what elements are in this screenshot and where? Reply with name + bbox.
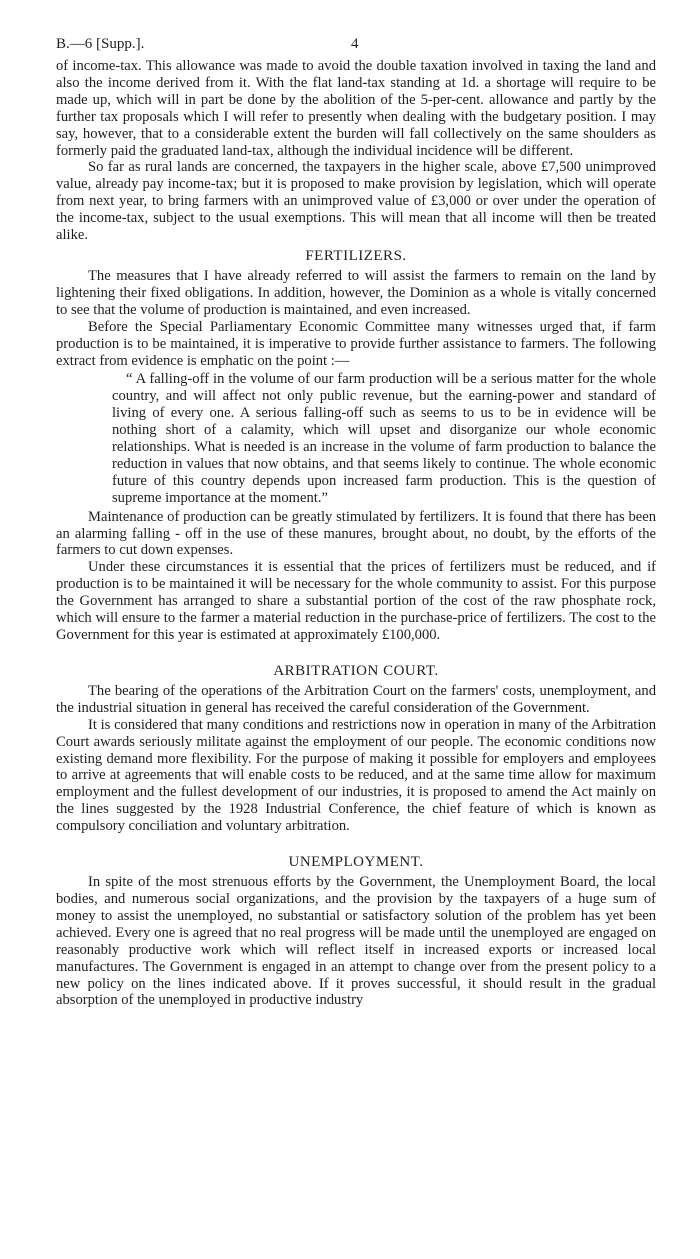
heading-arbitration-court: ARBITRATION COURT. [273,662,439,679]
document-reference: B.—6 [Supp.]. [56,36,145,52]
paragraph-fertilizers-3: Maintenance of production can be greatly stimulated by fertilizers. It is found that there has been an alarming falling - off in the use of these manures, brought about, no doubt, by the efforts of the farmers to cut down expenses. [56,508,656,559]
page-number: 4 [351,36,359,52]
running-header [56,36,656,58]
evidence-quote [112,371,656,506]
heading-fertilizers: FERTILIZERS. [305,247,407,264]
paragraph-arbitration-2: It is considered that many conditions and restrictions now in operation in many of the Arbitration Court awards seriously militate against the employment of our people. The economic conditions now existing demand more flexibility. For the purpose of making it possible for employers and employees to arrive at agreements that will enable costs to be reduced, and at the same time allow for maximum employment and the fullest development of our industries, it is proposed to amend the Act mainly on the lines suggested by the 1928 Industrial Conference, the chief feature of which is known as compulsory conciliation and voluntary arbitration. [56,716,656,835]
paragraph-arbitration-1: The bearing of the operations of the Arbitration Court on the farmers' costs, unemployment, and the industrial situation in general has received the careful consideration of the Government. [56,682,656,716]
paragraph-rural-lands: So far as rural lands are concerned, the taxpayers in the higher scale, above £7,500 unimproved value, already pay income-tax; but it is proposed to make provision by legislation, which will operate from next year, to bring farmers with an unimproved value of £3,000 or over under the operation of the income-tax, subject to the usual exemptions. This will mean that all income will then be treated alike. [56,159,656,244]
paragraph-income-tax: of income-tax. This allowance was made to avoid the double taxation involved in taxing the land and also the income derived from it. With the flat land-tax standing at 1d. a shortage will require to be made up, which will in part be done by the abolition of the 5-per-cent. allowance and partly by the further tax proposals which I will refer to presently when dealing with the budgetary position. I may say, however, that to a considerable extent the burden will fall collectively on the same shoulders as formerly paid the graduated land-tax, although the individual incidence will be different. [56,58,656,159]
paragraph-unemployment-1: In spite of the most strenuous efforts by the Government, the Unemployment Board, the local bodies, and numerous social organizations, and the provision by the taxpayers of a huge sum of money to assist the unemployed, no substantial or satisfactory solution of the problem has yet been achieved. Every one is agreed that no real progress will be made until the unemployed are engaged on reasonably productive work which will reflect itself in increased exports or increased local manufactures. The Government is engaged in an attempt to change over from the present policy to a new policy on the lines indicated above. If it proves successful, it should result in the gradual absorption of the unemployed in productive industry [56,874,656,1009]
paragraph-fertilizers-2: Before the Special Parliamentary Economic Committee many witnesses urged that, if farm production is to be maintained, it is imperative to provide further assistance to farmers. The following extract from evidence is emphatic on the point :— [56,318,656,369]
quote-text: “ A falling-off in the volume of our farm production will be a serious matter for the whole country, and will affect not only public revenue, but the earning-power and standard of living of every one. A serious falling-off such as seems to us to be in evidence will be nothing short of a calamity, which will upset and disorganize our whole economic relationships. What is needed is an increase in the volume of farm production to balance the reduction in values that now obtains, and that seems likely to continue. The whole economic future of this country depends upon increased farm production. This is the question of supreme importance at the moment.” [112,371,656,506]
heading-unemployment: UNEMPLOYMENT. [288,854,424,871]
paragraph-fertilizers-4: Under these circumstances it is essential that the prices of fertilizers must be reduced, and if production is to be maintained it will be necessary for the whole community to assist. For this purpose the Government has arranged to share a substantial portion of the cost of the raw phosphate rock, which will ensure to the farmer a material reduction in the purchase-price of fertilizers. The cost to the Government for this year is estimated at approximately £100,000. [56,559,656,643]
paragraph-fertilizers-1: The measures that I have already referred to will assist the farmers to remain on the land by lightening their fixed obligations. In addition, however, the Dominion as a whole is vitally concerned to see that the volume of production is maintained, and even increased. [56,267,656,318]
